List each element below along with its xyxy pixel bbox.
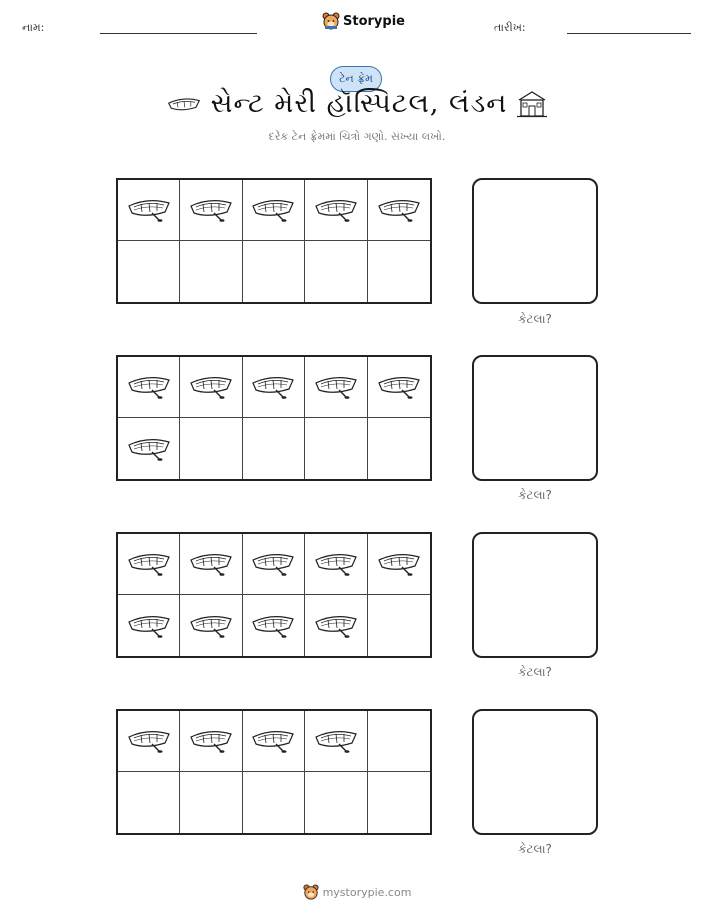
ten-frame-cell	[305, 772, 367, 833]
ten-frame-cell	[118, 711, 180, 772]
ten-frame-cell	[118, 357, 180, 418]
ten-frame-cell	[368, 711, 430, 772]
bear-mascot-icon	[322, 12, 340, 30]
rowboat-icon	[188, 725, 234, 757]
ten-frame-cell	[118, 180, 180, 241]
date-write-line[interactable]	[567, 33, 691, 34]
ten-frame	[116, 178, 432, 304]
ten-frame-cell	[368, 357, 430, 418]
ten-frame-cell	[243, 772, 305, 833]
ten-frame-cell	[180, 180, 242, 241]
how-many-label: કેટલા?	[518, 665, 552, 679]
ten-frame-cell	[368, 772, 430, 833]
rowboat-icon	[313, 725, 359, 757]
ten-frame-cell	[305, 711, 367, 772]
footer-site: mystorypie.com	[322, 885, 412, 899]
date-label: તારીખ:	[494, 21, 526, 34]
rowboat-icon	[313, 610, 359, 642]
rowboat-icon	[250, 194, 296, 226]
ten-frame-cell	[180, 534, 242, 595]
ten-frame-cell	[305, 241, 367, 302]
brand-logo	[322, 12, 405, 30]
rowboat-icon	[250, 725, 296, 757]
footer	[0, 884, 714, 900]
answer-box[interactable]	[472, 355, 598, 481]
ten-frame-cell	[243, 180, 305, 241]
bear-mascot-icon	[303, 884, 319, 900]
rowboat-icon	[250, 610, 296, 642]
rowboat-icon	[126, 610, 172, 642]
ten-frame-cell	[118, 534, 180, 595]
ten-frame	[116, 532, 432, 658]
ten-frame-cell	[118, 418, 180, 479]
ten-frame-cell	[243, 534, 305, 595]
ten-frame-cell	[243, 595, 305, 656]
answer-box[interactable]	[472, 709, 598, 835]
ten-frame-cell	[180, 357, 242, 418]
ten-frame-cell	[305, 357, 367, 418]
ten-frame-cell	[368, 180, 430, 241]
rowboat-icon	[126, 725, 172, 757]
rowboat-icon	[250, 371, 296, 403]
ten-frame-cell	[368, 595, 430, 656]
ten-frame-cell	[305, 534, 367, 595]
page-title: સેન્ટ મેરી હૉસ્પિટલ, લંડન	[210, 88, 508, 119]
hospital-building-icon	[517, 90, 547, 118]
ten-frame-cell	[243, 241, 305, 302]
rowboat-icon	[126, 371, 172, 403]
rowboat-icon	[188, 371, 234, 403]
boat-icon	[167, 94, 201, 114]
rowboat-icon	[376, 548, 422, 580]
rowboat-icon	[188, 610, 234, 642]
ten-frame-cell	[118, 772, 180, 833]
rowboat-icon	[250, 548, 296, 580]
rowboat-icon	[126, 433, 172, 465]
instructions: દરેક ટેન ફ્રેમમાં ચિત્રો ગણો. સંખ્યા લખો.	[268, 130, 446, 143]
rowboat-icon	[313, 194, 359, 226]
brand-name: Storypie	[343, 13, 405, 29]
ten-frame-cell	[305, 595, 367, 656]
rowboat-icon	[188, 194, 234, 226]
ten-frame-cell	[180, 595, 242, 656]
rowboat-icon	[376, 194, 422, 226]
name-label: નામ:	[22, 21, 45, 34]
rowboat-icon	[376, 371, 422, 403]
rowboat-icon	[313, 371, 359, 403]
ten-frame-cell	[180, 711, 242, 772]
ten-frame-cell	[118, 595, 180, 656]
ten-frame-cell	[180, 418, 242, 479]
answer-box[interactable]	[472, 532, 598, 658]
title-row	[0, 88, 714, 120]
name-write-line[interactable]	[100, 33, 257, 34]
rowboat-icon	[313, 548, 359, 580]
ten-frame-cell	[180, 241, 242, 302]
ten-frame-cell	[305, 418, 367, 479]
how-many-label: કેટલા?	[518, 842, 552, 856]
ten-frame	[116, 355, 432, 481]
ten-frame-cell	[243, 418, 305, 479]
ten-frame-cell	[368, 418, 430, 479]
ten-frame-cell	[243, 711, 305, 772]
ten-frame-cell	[305, 180, 367, 241]
ten-frame-cell	[368, 241, 430, 302]
ten-frame	[116, 709, 432, 835]
ten-frame-cell	[118, 241, 180, 302]
how-many-label: કેટલા?	[518, 488, 552, 502]
ten-frame-cell	[180, 772, 242, 833]
answer-box[interactable]	[472, 178, 598, 304]
ten-frame-badge: ટેન ફ્રેમ	[330, 66, 382, 92]
rowboat-icon	[126, 194, 172, 226]
how-many-label: કેટલા?	[518, 312, 552, 326]
rowboat-icon	[188, 548, 234, 580]
ten-frame-cell	[368, 534, 430, 595]
rowboat-icon	[126, 548, 172, 580]
ten-frame-cell	[243, 357, 305, 418]
